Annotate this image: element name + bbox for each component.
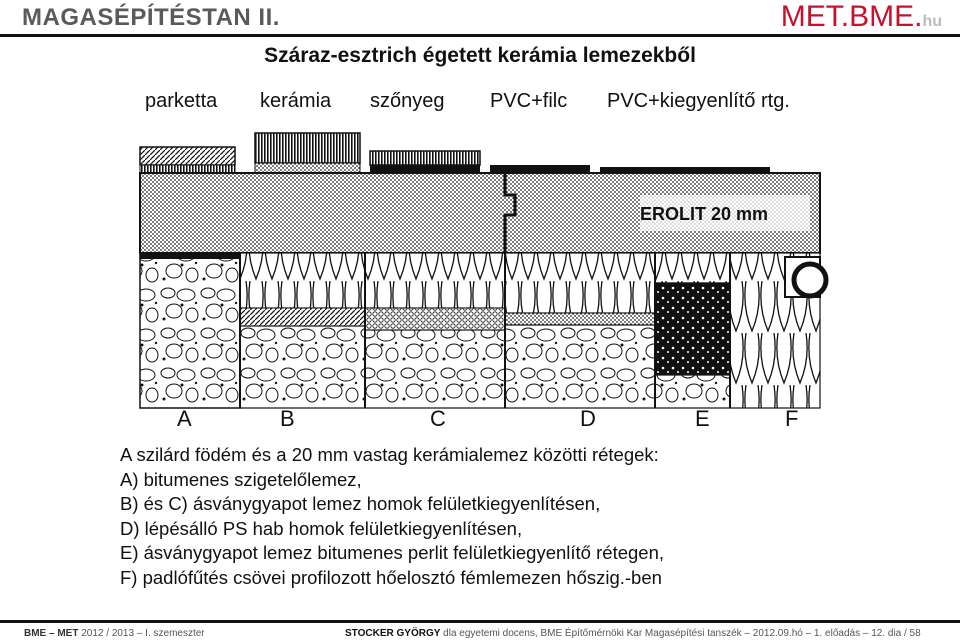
footer-author: STOCKER GYÖRGY — [345, 628, 441, 639]
footer-org: BME – MET — [24, 628, 79, 639]
description-line: F) padlófűtés csövei profilozott hőelosztó fémlemezen hőszig.-ben — [120, 566, 662, 588]
surface-label: szőnyeg — [370, 90, 445, 112]
slide-title: Száraz-esztrich égetett kerámia lemezekből — [264, 44, 696, 67]
logo-met: MET — [780, 0, 841, 33]
section-letter: D — [580, 406, 596, 430]
section-letter: A — [177, 406, 192, 430]
description-line: E) ásványgyapot lemez bitumenes perlit felületkiegyenlítő rétegen, — [120, 542, 664, 563]
logo-hu: hu — [922, 13, 942, 30]
description-line: A) bitumenes szigetelőlemez, — [120, 468, 362, 490]
section-letter: C — [430, 406, 446, 430]
pvc-felt-covering — [490, 165, 590, 173]
course-title: MAGASÉPÍTÉSTAN II. — [22, 4, 280, 31]
footer-author-info: dla egyetemi docens, BME Építőmérnöki Kar Magasépítési tanszék – 2012.09.hó – 1. előadás – 12. dia / 58 — [440, 628, 921, 639]
section-letter: F — [785, 406, 799, 430]
logo-dot: . — [914, 0, 923, 33]
logo-dot: . — [840, 0, 850, 33]
erolit-label: EROLIT 20 mm — [640, 204, 769, 224]
carpet-covering — [370, 151, 480, 165]
surface-label: PVC+filc — [490, 90, 568, 112]
ceramic-covering — [255, 133, 360, 163]
surface-label: PVC+kiegyenlítő rtg. — [607, 90, 790, 112]
header-rule — [0, 34, 960, 37]
parquet-covering — [140, 147, 235, 165]
met-bme-logo — [781, 0, 942, 34]
footer-semester: 2012 / 2013 – I. szemeszter — [78, 628, 205, 639]
section-letter: E — [695, 406, 710, 430]
section-letter: B — [280, 406, 295, 430]
description-line: D) lépésálló PS hab homok felületkiegyenlítésen, — [120, 517, 523, 539]
description-line: B) és C) ásványgyapot lemez homok felületkiegyenlítésen, — [120, 493, 601, 514]
surface-label: parketta — [145, 90, 218, 112]
heating-pipe — [794, 264, 826, 296]
footer-left — [24, 628, 205, 639]
surface-label: kerámia — [260, 90, 332, 112]
description-line: A szilárd födém és a 20 mm vastag kerámialemez közötti rétegek: — [120, 444, 659, 465]
layer-description — [120, 443, 664, 590]
floor-section-diagram — [120, 125, 840, 430]
logo-bme: BME — [849, 0, 915, 33]
footer — [0, 620, 960, 644]
footer-right — [345, 628, 921, 639]
